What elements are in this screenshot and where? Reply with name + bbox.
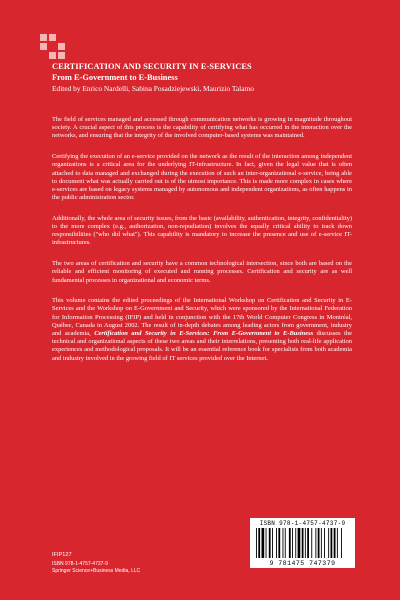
header	[52, 62, 382, 93]
blurb-paragraph: Additionally, the whole area of security issues, from the basic (availability, authentication, integrity, confidentiality) to the more complex (e.g., authorization, non-repudiation) involves the equally critical ability to track down responsibilities ("who did what"). This capability is mandatory to increase the presence and use of e-service IT-infrastructures.	[52, 214, 352, 247]
publisher-logo	[40, 34, 66, 60]
barcode-bar	[272, 528, 273, 558]
editors-line: Edited by Enrico Nardelli, Sabina Posadziejewski, Maurizio Talamo	[52, 84, 254, 93]
imprint-publisher: Springer Science+Business Media, LLC	[52, 568, 141, 575]
series-code: IFIP127	[52, 552, 72, 558]
barcode-bar	[328, 528, 329, 558]
blurb-paragraph: The two areas of certification and security have a common technological intersection, since both are based on the reliable and efficient monitoring of executed and running processes. Certification and security are as well fundamental processes in organizational and economic terms.	[52, 260, 352, 284]
blurb-paragraph: The field of services managed and accessed through communication networks is growing in magnitude throughout society. A crucial aspect of this process is the capability of certifying what has occurred in the interaction over the networks, and ensuring that the integrity of the involved computer-based systems was maintained.	[52, 116, 352, 140]
barcode-bar	[331, 528, 333, 558]
barcode-bar	[276, 528, 277, 558]
blurb-paragraph: Certifying the execution of an e-service provided on the network as the result of the interaction among independent organizations is a critical area for the underlying IT-infrastructure. In fact, given the legal value that is often attached to data managed and exchanged during the execution of such an inter-organizational e-service, being able to document what was actually carried out is of the utmost importance. This is made more complex in cases where e-services are based on legacy systems managed by autonomous and independent organizations, as often happens in the public administration sector.	[52, 153, 352, 202]
book-title-emphasis: Certification and Security in E-Services: From E-Government to E-Business	[94, 330, 314, 338]
blurb-paragraph-final	[52, 297, 352, 363]
blurb	[52, 116, 352, 363]
barcode-bar	[266, 528, 267, 558]
book-title: CERTIFICATION AND SECURITY IN E-SERVICES	[52, 62, 252, 71]
barcode-bar	[295, 528, 296, 558]
final-text-start: This volume contains the edited proceedings of the International Workshop on Certification and Security in E-Services and the Workshop on E-Government and Security, which were sponsored by the International Federation for Information Processing (IFIP) and held in conjunction with the 17th World Computer Congress in Montréal, Québec, Canada in August 2002. The result of in-depth debates among leading actors from government, industry and academia,	[52, 297, 352, 338]
barcode-bar	[324, 528, 325, 558]
barcode-bar	[292, 528, 293, 558]
imprint-isbn: ISBN 978-1-4757-4737-9	[52, 561, 108, 568]
barcode-isbn-label: ISBN 978-1-4757-4737-9	[259, 520, 346, 527]
barcode-bar	[321, 528, 322, 558]
book-subtitle: From E-Government to E-Business	[52, 73, 178, 82]
imprint	[52, 552, 202, 576]
barcode-bar	[315, 528, 316, 558]
barcode-bars	[256, 528, 349, 558]
barcode-bar	[283, 528, 284, 558]
barcode-bar	[337, 528, 338, 558]
barcode-bar	[258, 528, 260, 558]
barcode-bar	[334, 528, 336, 558]
barcode-bar	[262, 528, 265, 558]
barcode-bar	[341, 528, 342, 558]
barcode	[250, 518, 355, 568]
barcode-bar	[285, 528, 286, 558]
barcode-bar	[302, 528, 304, 558]
barcode-bar	[307, 528, 309, 558]
barcode-bar	[318, 528, 320, 558]
barcode-bar	[298, 528, 301, 558]
barcode-bar	[278, 528, 280, 558]
barcode-bar	[305, 528, 306, 558]
barcode-bar	[289, 528, 291, 558]
barcode-bar	[311, 528, 312, 558]
barcode-digits: 9 781475 747379	[269, 560, 336, 567]
barcode-bar	[269, 528, 271, 558]
barcode-bar	[256, 528, 257, 558]
final-text-end: discusses the technical and organizational aspects of these two areas and their interrelations, presenting both real-life application experiences and methodological proposals. It will be an essential reference book for specialists from both academia and industry involved in the growing field of IT services provided over the Internet.	[52, 330, 352, 362]
